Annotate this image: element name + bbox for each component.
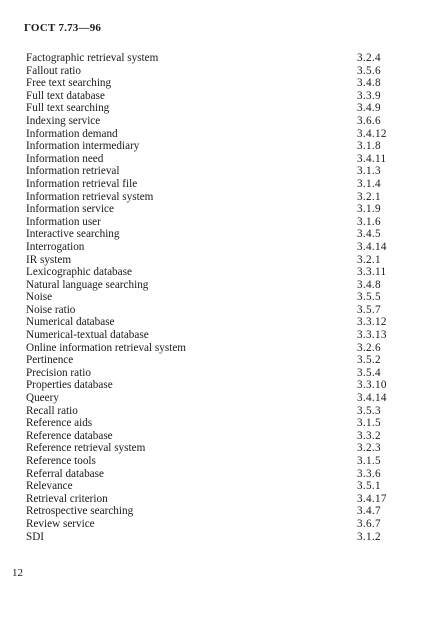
- index-term: Information intermediary: [26, 140, 140, 153]
- index-reference: 3.2.4: [357, 52, 381, 64]
- index-entry: [26, 102, 386, 115]
- index-reference: 3.1.5: [357, 455, 381, 467]
- index-reference: 3.5.6: [357, 64, 381, 77]
- index-term: Relevance: [26, 480, 73, 493]
- index-entry: [26, 266, 386, 279]
- index-entry: [26, 291, 386, 304]
- index-term: Pertinence: [26, 354, 74, 367]
- index-reference: 3.5.5: [357, 291, 381, 304]
- index-term: SDI: [26, 530, 45, 543]
- index-term: Review service: [26, 517, 95, 530]
- index-term: Information service: [26, 203, 114, 216]
- index-entry: [26, 430, 386, 443]
- index-entry: [26, 493, 386, 506]
- index-reference: 3.4.14: [357, 392, 387, 405]
- index-reference: 3.1.6: [357, 215, 381, 228]
- index-reference: 3.4.5: [357, 228, 381, 241]
- page-header: ГОСТ 7.73—96: [24, 22, 102, 34]
- index-entry: [26, 304, 386, 317]
- index-entry: [26, 316, 386, 329]
- index-entry: [26, 392, 386, 405]
- index-term: Interrogation: [26, 240, 85, 253]
- index-term: Precision ratio: [26, 366, 91, 379]
- term-index-list: [26, 52, 386, 543]
- index-reference: 3.4.17: [357, 492, 387, 505]
- index-term: Reference retrieval system: [26, 442, 146, 455]
- index-reference: 3.5.2: [357, 354, 381, 367]
- index-term: Fallout ratio: [26, 64, 81, 77]
- index-term: Information retrieval file: [26, 177, 138, 190]
- index-term: IR system: [26, 253, 72, 266]
- index-entry: [26, 203, 386, 216]
- index-term: Indexing service: [26, 114, 101, 127]
- index-entry: [26, 140, 386, 153]
- index-entry: [26, 241, 386, 254]
- index-term: Reference database: [26, 429, 113, 442]
- page-number: 12: [12, 567, 23, 579]
- index-reference: 3.1.8: [357, 140, 381, 153]
- index-entry: [26, 90, 386, 103]
- index-reference: 3.4.7: [357, 505, 381, 518]
- index-term: Properties database: [26, 379, 113, 392]
- index-reference: 3.4.12: [357, 127, 387, 140]
- index-term: Information retrieval: [26, 165, 120, 178]
- index-term: Full text database: [26, 89, 105, 102]
- index-term: Interactive searching: [26, 228, 120, 241]
- index-entry: [26, 531, 386, 544]
- index-entry: [26, 216, 386, 229]
- index-reference: 3.5.4: [357, 366, 381, 379]
- index-term: Full text searching: [26, 102, 110, 115]
- index-entry: [26, 178, 386, 191]
- index-term: Numerical-textual database: [26, 329, 149, 342]
- index-entry: [26, 228, 386, 241]
- index-entry: [26, 115, 386, 128]
- index-entry: [26, 65, 386, 78]
- index-term: Retrieval criterion: [26, 492, 108, 505]
- index-reference: 3.3.6: [357, 467, 381, 480]
- index-term: Queery: [26, 392, 59, 405]
- index-reference: 3.4.8: [357, 77, 381, 90]
- index-reference: 3.2.1: [357, 253, 381, 266]
- index-reference: 3.2.3: [357, 442, 381, 455]
- index-entry: [26, 77, 386, 90]
- index-term: Information user: [26, 215, 101, 228]
- index-reference: 3.1.5: [357, 417, 381, 430]
- index-term: Referral database: [26, 467, 104, 480]
- index-term: Information need: [26, 152, 104, 165]
- index-entry: [26, 165, 386, 178]
- index-term: Reference aids: [26, 417, 93, 430]
- index-entry: [26, 480, 386, 493]
- index-reference: 3.3.12: [357, 316, 387, 329]
- index-entry: [26, 52, 386, 65]
- index-reference: 3.4.9: [357, 102, 381, 115]
- index-reference: 3.6.6: [357, 114, 381, 127]
- index-term: Factographic retrieval system: [26, 52, 159, 64]
- index-reference: 3.5.3: [357, 404, 381, 417]
- index-term: Information retrieval system: [26, 190, 154, 203]
- index-reference: 3.1.4: [357, 177, 381, 190]
- index-entry: [26, 191, 386, 204]
- index-term: Online information retrieval system: [26, 341, 187, 354]
- index-reference: 3.3.13: [357, 329, 387, 342]
- index-entry: [26, 279, 386, 292]
- index-reference: 3.4.11: [357, 152, 387, 165]
- index-reference: 3.5.1: [357, 480, 381, 493]
- index-reference: 3.2.1: [357, 190, 381, 203]
- index-term: Recall ratio: [26, 404, 78, 417]
- index-term: Numerical database: [26, 316, 115, 329]
- index-entry: [26, 455, 386, 468]
- index-reference: 3.1.2: [357, 530, 381, 543]
- index-term: Free text searching: [26, 77, 112, 90]
- index-term: Information demand: [26, 127, 118, 140]
- index-entry: [26, 417, 386, 430]
- index-entry: [26, 505, 386, 518]
- index-reference: 3.3.11: [357, 266, 387, 279]
- index-term: Reference tools: [26, 455, 96, 467]
- index-reference: 3.2.6: [357, 341, 381, 354]
- index-term: Noise ratio: [26, 303, 76, 316]
- index-entry: [26, 342, 386, 355]
- index-entry: [26, 153, 386, 166]
- index-reference: 3.1.3: [357, 165, 381, 178]
- index-reference: 3.4.14: [357, 240, 387, 253]
- index-term: Retrospective searching: [26, 505, 134, 518]
- index-entry: [26, 329, 386, 342]
- index-entry: [26, 128, 386, 141]
- index-entry: [26, 379, 386, 392]
- index-term: Natural language searching: [26, 278, 149, 291]
- index-entry: [26, 468, 386, 481]
- index-entry: [26, 442, 386, 455]
- index-entry: [26, 354, 386, 367]
- index-reference: 3.3.9: [357, 89, 381, 102]
- index-entry: [26, 405, 386, 418]
- index-reference: 3.4.8: [357, 278, 381, 291]
- index-reference: 3.6.7: [357, 517, 381, 530]
- index-term: Lexicographic database: [26, 266, 132, 279]
- index-entry: [26, 254, 386, 267]
- index-reference: 3.3.2: [357, 429, 381, 442]
- index-reference: 3.3.10: [357, 379, 387, 392]
- index-reference: 3.1.9: [357, 203, 381, 216]
- index-entry: [26, 367, 386, 380]
- index-entry: [26, 518, 386, 531]
- index-term: Noise: [26, 291, 53, 304]
- index-reference: 3.5.7: [357, 303, 381, 316]
